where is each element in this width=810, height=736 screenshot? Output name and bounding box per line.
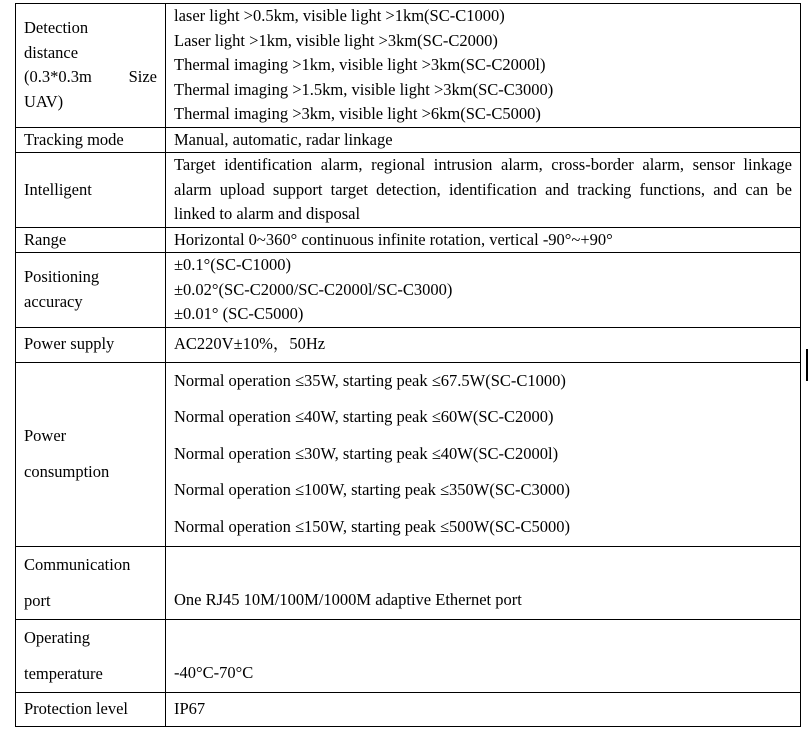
label-line: Positioning <box>24 267 100 287</box>
value-line: ±0.1°(SC-C1000) <box>174 255 291 274</box>
row-value-intelligent: Target identification alarm, regional intrusion alarm, cross-border alarm, sensor linkage alarm upload support target detection, identification and tracking functions, and can be linked to alarm and disposal <box>166 153 801 228</box>
row-value-operating-temperature: -40°C-70°C <box>166 619 801 692</box>
value-line: Normal operation ≤40W, starting peak ≤60W(SC-C2000) <box>174 407 554 427</box>
row-label-communication-port <box>16 546 166 619</box>
spec-table <box>15 3 801 727</box>
value-line: laser light >0.5km, visible light >1km(SC-C1000) <box>174 6 505 25</box>
row-label-operating-temperature <box>16 619 166 692</box>
row-label-power-consumption <box>16 362 166 546</box>
table-row-detection-distance <box>16 4 801 128</box>
label-line: distance <box>24 42 79 62</box>
row-label-intelligent: Intelligent <box>16 153 166 228</box>
table-row-protection-level <box>16 692 801 726</box>
value-line: ±0.02°(SC-C2000/SC-C2000l/SC-C3000) <box>174 279 453 299</box>
label-line-part: (0.3*0.3m <box>24 67 92 87</box>
label-line: Communication <box>24 554 131 574</box>
row-label-power-supply: Power supply <box>16 327 166 362</box>
table-row-power-supply <box>16 327 801 362</box>
row-label-range: Range <box>16 227 166 253</box>
value-line: ±0.01° (SC-C5000) <box>174 304 304 323</box>
row-value-tracking-mode: Manual, automatic, radar linkage <box>166 127 801 153</box>
row-value-protection-level: IP67 <box>166 692 801 726</box>
table-row-power-consumption <box>16 362 801 546</box>
label-line: Operating <box>24 627 90 647</box>
label-line: accuracy <box>24 291 83 311</box>
label-line <box>24 65 157 90</box>
table-row-communication-port <box>16 546 801 619</box>
label-line: UAV) <box>24 91 64 111</box>
label-line: consumption <box>24 462 110 481</box>
value-line: Thermal imaging >3km, visible light >6km(SC-C5000) <box>174 104 541 123</box>
row-value-power-supply: AC220V±10%，50Hz <box>166 327 801 362</box>
value-line: Thermal imaging >1.5km, visible light >3km(SC-C3000) <box>174 79 554 99</box>
row-value-range: Horizontal 0~360° continuous infinite rotation, vertical -90°~+90° <box>166 227 801 253</box>
table-row-tracking-mode <box>16 127 801 153</box>
table-row-range <box>16 227 801 253</box>
row-value-power-consumption <box>166 362 801 546</box>
table-row-operating-temperature <box>16 619 801 692</box>
row-label-protection-level: Protection level <box>16 692 166 726</box>
label-line: Power <box>24 425 67 445</box>
row-value-communication-port: One RJ45 10M/100M/1000M adaptive Ethernet port <box>166 546 801 619</box>
row-label-tracking-mode: Tracking mode <box>16 127 166 153</box>
row-value-positioning-accuracy <box>166 253 801 328</box>
value-line: Normal operation ≤35W, starting peak ≤67.5W(SC-C1000) <box>174 370 566 390</box>
value-line: Normal operation ≤100W, starting peak ≤350W(SC-C3000) <box>174 480 571 500</box>
label-line-part: Size <box>128 67 157 87</box>
label-line: temperature <box>24 663 103 683</box>
value-line: Normal operation ≤30W, starting peak ≤40W(SC-C2000l) <box>174 443 559 463</box>
table-row-positioning-accuracy <box>16 253 801 328</box>
label-line: Detection <box>24 18 89 38</box>
row-label-detection-distance <box>16 4 166 128</box>
page-edge-mark <box>806 349 808 381</box>
value-line: Thermal imaging >1km, visible light >3km(SC-C2000l) <box>174 55 546 74</box>
value-line: Laser light >1km, visible light >3km(SC-C2000) <box>174 30 498 50</box>
label-line: port <box>24 590 51 610</box>
row-value-detection-distance <box>166 4 801 128</box>
value-line: Normal operation ≤150W, starting peak ≤500W(SC-C5000) <box>174 516 571 536</box>
row-label-positioning-accuracy <box>16 253 166 328</box>
table-row-intelligent <box>16 153 801 228</box>
